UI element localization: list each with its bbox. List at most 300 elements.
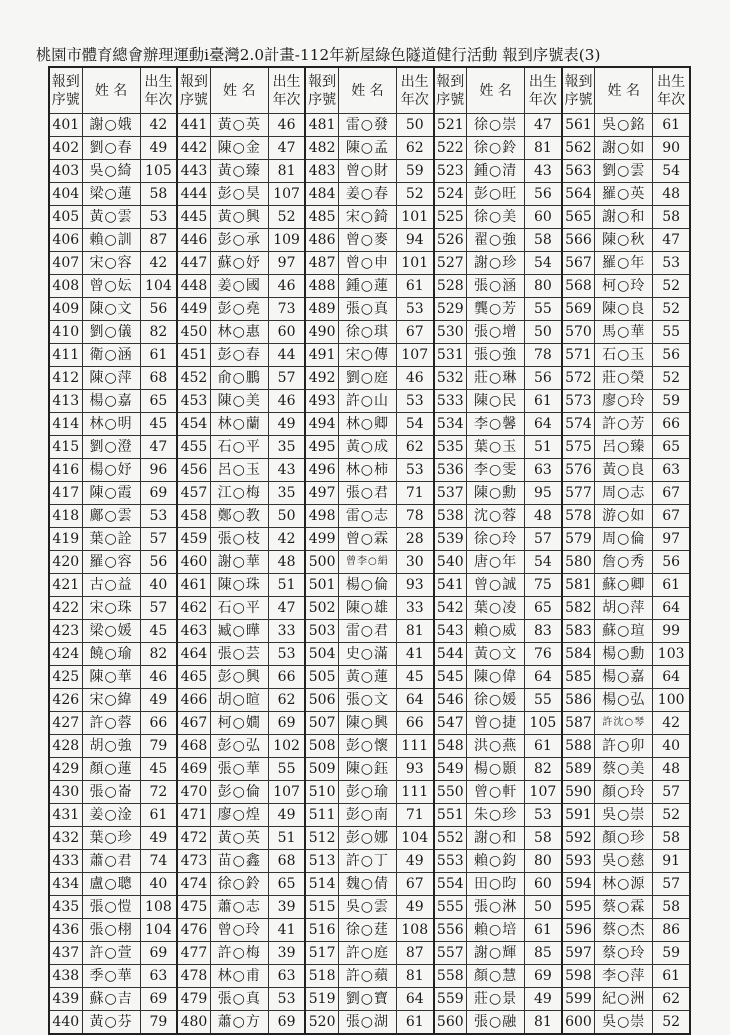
entry-name: 田○昀 [467, 873, 525, 896]
table-row [49, 988, 690, 1011]
entry-birth-year: 67 [396, 321, 433, 344]
entry-birth-year: 48 [653, 758, 690, 781]
entry-birth-year: 52 [653, 1011, 690, 1035]
entry-number: 563 [562, 160, 595, 183]
entry-birth-year: 46 [396, 367, 433, 390]
entry-number: 478 [177, 965, 210, 988]
entry-birth-year: 68 [268, 850, 305, 873]
entry-name: 蔡○杰 [595, 919, 653, 942]
entry-name: 陳○萍 [82, 367, 140, 390]
entry-number: 494 [305, 413, 338, 436]
entry-birth-year: 101 [396, 252, 433, 275]
entry-birth-year: 56 [653, 551, 690, 574]
entry-number: 412 [49, 367, 82, 390]
entry-number: 461 [177, 574, 210, 597]
entry-number: 473 [177, 850, 210, 873]
entry-name: 林○甫 [210, 965, 268, 988]
entry-name: 衛○涵 [82, 344, 140, 367]
entry-name: 彭○昊 [210, 183, 268, 206]
entry-name: 季○華 [82, 965, 140, 988]
entry-name: 賴○鈞 [467, 850, 525, 873]
entry-birth-year: 54 [525, 551, 562, 574]
entry-birth-year: 64 [525, 413, 562, 436]
header-birth-year: 出生 年次 [268, 67, 305, 114]
entry-name: 黃○英 [210, 114, 268, 137]
entry-name: 林○明 [82, 413, 140, 436]
entry-birth-year: 104 [396, 827, 433, 850]
entry-number: 409 [49, 298, 82, 321]
entry-birth-year: 35 [268, 482, 305, 505]
entry-number: 596 [562, 919, 595, 942]
entry-number: 562 [562, 137, 595, 160]
entry-birth-year: 59 [396, 160, 433, 183]
entry-number: 442 [177, 137, 210, 160]
entry-birth-year: 61 [396, 1011, 433, 1035]
entry-birth-year: 72 [140, 781, 177, 804]
entry-birth-year: 56 [140, 551, 177, 574]
table-row [49, 551, 690, 574]
entry-name: 雷○君 [338, 620, 396, 643]
entry-name: 楊○嘉 [82, 390, 140, 413]
entry-name: 顏○珍 [595, 827, 653, 850]
entry-name: 許○蘋 [338, 965, 396, 988]
header-number: 報到 序號 [434, 67, 467, 114]
entry-number: 472 [177, 827, 210, 850]
entry-birth-year: 57 [268, 367, 305, 390]
entry-number: 523 [434, 160, 467, 183]
entry-name: 彭○春 [210, 344, 268, 367]
entry-birth-year: 42 [140, 252, 177, 275]
entry-birth-year: 44 [268, 344, 305, 367]
entry-name: 黃○蓮 [338, 666, 396, 689]
entry-number: 443 [177, 160, 210, 183]
entry-number: 499 [305, 528, 338, 551]
entry-birth-year: 58 [140, 183, 177, 206]
entry-birth-year: 63 [653, 459, 690, 482]
entry-number: 599 [562, 988, 595, 1011]
entry-name: 楊○妤 [82, 459, 140, 482]
entry-birth-year: 71 [396, 482, 433, 505]
entry-birth-year: 81 [268, 160, 305, 183]
entry-name: 黃○英 [210, 827, 268, 850]
entry-name: 姜○淦 [82, 804, 140, 827]
entry-number: 501 [305, 574, 338, 597]
entry-birth-year: 60 [525, 873, 562, 896]
entry-name: 張○芸 [210, 643, 268, 666]
entry-birth-year: 93 [396, 758, 433, 781]
table-row [49, 827, 690, 850]
table-row [49, 390, 690, 413]
table-row [49, 482, 690, 505]
entry-name: 蕭○方 [210, 1011, 268, 1035]
entry-name: 吳○綺 [82, 160, 140, 183]
entry-number: 504 [305, 643, 338, 666]
entry-name: 唐○年 [467, 551, 525, 574]
entry-number: 498 [305, 505, 338, 528]
entry-birth-year: 53 [653, 252, 690, 275]
entry-number: 573 [562, 390, 595, 413]
entry-birth-year: 57 [525, 528, 562, 551]
entry-name: 羅○英 [595, 183, 653, 206]
entry-name: 姜○春 [338, 183, 396, 206]
entry-number: 460 [177, 551, 210, 574]
entry-name: 彭○旺 [467, 183, 525, 206]
entry-name: 柯○玲 [595, 275, 653, 298]
entry-name: 羅○年 [595, 252, 653, 275]
entry-birth-year: 30 [396, 551, 433, 574]
entry-name: 蕭○志 [210, 896, 268, 919]
entry-name: 林○蘭 [210, 413, 268, 436]
entry-number: 515 [305, 896, 338, 919]
entry-name: 李○萍 [595, 965, 653, 988]
table-row [49, 275, 690, 298]
entry-birth-year: 64 [396, 988, 433, 1011]
table-row [49, 298, 690, 321]
entry-birth-year: 40 [140, 574, 177, 597]
entry-name: 林○源 [595, 873, 653, 896]
entry-name: 楊○倫 [338, 574, 396, 597]
entry-name: 徐○崇 [467, 114, 525, 137]
entry-birth-year: 45 [140, 413, 177, 436]
entry-number: 595 [562, 896, 595, 919]
entry-birth-year: 45 [140, 758, 177, 781]
entry-name: 謝○輝 [467, 942, 525, 965]
entry-birth-year: 65 [525, 597, 562, 620]
entry-number: 517 [305, 942, 338, 965]
entry-number: 487 [305, 252, 338, 275]
entry-birth-year: 43 [268, 459, 305, 482]
entry-number: 526 [434, 229, 467, 252]
entry-birth-year: 62 [653, 988, 690, 1011]
entry-number: 555 [434, 896, 467, 919]
entry-name: 柯○嫺 [210, 712, 268, 735]
entry-number: 481 [305, 114, 338, 137]
entry-number: 506 [305, 689, 338, 712]
entry-name: 賴○威 [467, 620, 525, 643]
entry-number: 406 [49, 229, 82, 252]
entry-birth-year: 81 [525, 1011, 562, 1035]
entry-number: 416 [49, 459, 82, 482]
entry-name: 魏○倩 [338, 873, 396, 896]
entry-name: 曾○捷 [467, 712, 525, 735]
entry-number: 505 [305, 666, 338, 689]
entry-name: 陳○鈺 [338, 758, 396, 781]
entry-number: 589 [562, 758, 595, 781]
entry-name: 謝○珍 [467, 252, 525, 275]
entry-number: 553 [434, 850, 467, 873]
entry-number: 488 [305, 275, 338, 298]
entry-number: 566 [562, 229, 595, 252]
entry-name: 吳○慈 [595, 850, 653, 873]
entry-number: 411 [49, 344, 82, 367]
entry-number: 588 [562, 735, 595, 758]
entry-name: 徐○莛 [338, 919, 396, 942]
entry-name: 張○增 [467, 321, 525, 344]
entry-birth-year: 60 [268, 321, 305, 344]
table-row [49, 781, 690, 804]
entry-name: 臧○曄 [210, 620, 268, 643]
entry-name: 胡○強 [82, 735, 140, 758]
entry-birth-year: 61 [653, 965, 690, 988]
entry-number: 582 [562, 597, 595, 620]
entry-name: 賴○培 [467, 919, 525, 942]
entry-number: 489 [305, 298, 338, 321]
table-row [49, 574, 690, 597]
entry-birth-year: 81 [396, 620, 433, 643]
entry-name: 張○崙 [82, 781, 140, 804]
entry-number: 547 [434, 712, 467, 735]
table-row [49, 712, 690, 735]
entry-number: 477 [177, 942, 210, 965]
entry-birth-year: 46 [268, 114, 305, 137]
entry-name: 沈○蓉 [467, 505, 525, 528]
entry-number: 577 [562, 482, 595, 505]
entry-birth-year: 52 [268, 206, 305, 229]
entry-birth-year: 46 [268, 275, 305, 298]
entry-name: 彭○南 [338, 804, 396, 827]
entry-name: 許○芳 [595, 413, 653, 436]
entry-name: 雷○志 [338, 505, 396, 528]
entry-number: 509 [305, 758, 338, 781]
entry-birth-year: 73 [268, 298, 305, 321]
entry-number: 600 [562, 1011, 595, 1035]
header-number: 報到 序號 [177, 67, 210, 114]
entry-name: 劉○儀 [82, 321, 140, 344]
entry-birth-year: 45 [396, 666, 433, 689]
entry-birth-year: 103 [653, 643, 690, 666]
entry-number: 452 [177, 367, 210, 390]
entry-birth-year: 51 [525, 436, 562, 459]
entry-name: 張○真 [338, 298, 396, 321]
entry-number: 503 [305, 620, 338, 643]
entry-birth-year: 52 [653, 298, 690, 321]
entry-name: 徐○鈴 [210, 873, 268, 896]
entry-number: 463 [177, 620, 210, 643]
entry-number: 431 [49, 804, 82, 827]
entry-name: 張○文 [338, 689, 396, 712]
entry-number: 419 [49, 528, 82, 551]
entry-name: 莊○景 [467, 988, 525, 1011]
entry-name: 史○滿 [338, 643, 396, 666]
entry-number: 469 [177, 758, 210, 781]
entry-number: 497 [305, 482, 338, 505]
entry-number: 433 [49, 850, 82, 873]
entry-number: 519 [305, 988, 338, 1011]
header-name: 姓 名 [82, 67, 140, 114]
entry-number: 508 [305, 735, 338, 758]
entry-number: 544 [434, 643, 467, 666]
entry-name: 饒○瑜 [82, 643, 140, 666]
entry-number: 446 [177, 229, 210, 252]
entry-name: 陳○秋 [595, 229, 653, 252]
entry-birth-year: 69 [525, 965, 562, 988]
entry-name: 楊○嘉 [595, 666, 653, 689]
entry-number: 593 [562, 850, 595, 873]
table-row [49, 436, 690, 459]
entry-name: 劉○庭 [338, 367, 396, 390]
entry-number: 441 [177, 114, 210, 137]
entry-birth-year: 65 [653, 436, 690, 459]
entry-number: 495 [305, 436, 338, 459]
entry-number: 492 [305, 367, 338, 390]
entry-number: 418 [49, 505, 82, 528]
entry-name: 林○惠 [210, 321, 268, 344]
entry-birth-year: 53 [268, 988, 305, 1011]
entry-birth-year: 108 [140, 896, 177, 919]
entry-name: 陳○興 [338, 712, 396, 735]
entry-birth-year: 69 [268, 712, 305, 735]
entry-birth-year: 82 [140, 321, 177, 344]
entry-birth-year: 64 [396, 689, 433, 712]
entry-name: 陳○華 [82, 666, 140, 689]
entry-birth-year: 83 [525, 620, 562, 643]
entry-number: 512 [305, 827, 338, 850]
entry-number: 516 [305, 919, 338, 942]
table-row [49, 735, 690, 758]
entry-number: 532 [434, 367, 467, 390]
table-body [49, 114, 690, 1035]
entry-name: 鄺○雲 [82, 505, 140, 528]
entry-number: 402 [49, 137, 82, 160]
entry-number: 543 [434, 620, 467, 643]
entry-birth-year: 66 [396, 712, 433, 735]
table-row [49, 666, 690, 689]
entry-number: 413 [49, 390, 82, 413]
entry-number: 576 [562, 459, 595, 482]
entry-number: 464 [177, 643, 210, 666]
entry-birth-year: 67 [653, 505, 690, 528]
entry-birth-year: 47 [268, 137, 305, 160]
entry-birth-year: 48 [268, 551, 305, 574]
entry-name: 陳○美 [210, 390, 268, 413]
entry-birth-year: 41 [396, 643, 433, 666]
entry-name: 黃○文 [467, 643, 525, 666]
entry-name: 張○融 [467, 1011, 525, 1035]
entry-number: 456 [177, 459, 210, 482]
entry-number: 545 [434, 666, 467, 689]
entry-name: 陳○霞 [82, 482, 140, 505]
entry-name: 陳○珠 [210, 574, 268, 597]
entry-number: 422 [49, 597, 82, 620]
entry-number: 559 [434, 988, 467, 1011]
entry-number: 552 [434, 827, 467, 850]
entry-name: 徐○鈴 [467, 137, 525, 160]
entry-birth-year: 96 [140, 459, 177, 482]
entry-birth-year: 33 [268, 620, 305, 643]
table-row [49, 643, 690, 666]
entry-name: 鍾○蓮 [338, 275, 396, 298]
entry-number: 567 [562, 252, 595, 275]
entry-number: 434 [49, 873, 82, 896]
entry-birth-year: 104 [140, 919, 177, 942]
entry-name: 紀○洲 [595, 988, 653, 1011]
entry-number: 564 [562, 183, 595, 206]
entry-number: 518 [305, 965, 338, 988]
entry-number: 531 [434, 344, 467, 367]
entry-name: 謝○如 [595, 137, 653, 160]
entry-birth-year: 100 [653, 689, 690, 712]
entry-birth-year: 107 [396, 344, 433, 367]
entry-name: 周○倫 [595, 528, 653, 551]
entry-name: 顏○蓮 [82, 758, 140, 781]
entry-number: 490 [305, 321, 338, 344]
entry-number: 542 [434, 597, 467, 620]
table-row [49, 597, 690, 620]
entry-name: 廖○玲 [595, 390, 653, 413]
entry-name: 陳○良 [595, 298, 653, 321]
entry-birth-year: 63 [268, 965, 305, 988]
entry-name: 謝○和 [467, 827, 525, 850]
entry-name: 徐○媛 [467, 689, 525, 712]
entry-number: 438 [49, 965, 82, 988]
entry-name: 俞○鵬 [210, 367, 268, 390]
entry-birth-year: 80 [525, 850, 562, 873]
entry-birth-year: 105 [525, 712, 562, 735]
table-row [49, 758, 690, 781]
entry-name: 葉○珍 [82, 827, 140, 850]
table-row [49, 459, 690, 482]
entry-number: 584 [562, 643, 595, 666]
entry-name: 胡○暄 [210, 689, 268, 712]
entry-birth-year: 54 [525, 252, 562, 275]
entry-number: 484 [305, 183, 338, 206]
entry-name: 劉○寶 [338, 988, 396, 1011]
entry-number: 578 [562, 505, 595, 528]
entry-number: 549 [434, 758, 467, 781]
entry-name: 陳○勳 [467, 482, 525, 505]
entry-number: 586 [562, 689, 595, 712]
entry-number: 401 [49, 114, 82, 137]
entry-name: 張○真 [210, 988, 268, 1011]
table-row [49, 1011, 690, 1035]
entry-birth-year: 95 [525, 482, 562, 505]
header-birth-year: 出生 年次 [140, 67, 177, 114]
entry-birth-year: 49 [268, 413, 305, 436]
entry-number: 529 [434, 298, 467, 321]
entry-number: 522 [434, 137, 467, 160]
entry-number: 429 [49, 758, 82, 781]
entry-name: 曾○玲 [210, 919, 268, 942]
entry-name: 許○山 [338, 390, 396, 413]
table-row [49, 505, 690, 528]
entry-name: 宋○容 [82, 252, 140, 275]
entry-number: 538 [434, 505, 467, 528]
entry-name: 宋○錡 [338, 206, 396, 229]
entry-birth-year: 58 [525, 827, 562, 850]
entry-number: 521 [434, 114, 467, 137]
entry-number: 575 [562, 436, 595, 459]
entry-name: 吳○銘 [595, 114, 653, 137]
entry-name: 苗○鑫 [210, 850, 268, 873]
entry-name: 楊○顥 [467, 758, 525, 781]
entry-birth-year: 75 [525, 574, 562, 597]
entry-number: 598 [562, 965, 595, 988]
entry-name: 宋○傳 [338, 344, 396, 367]
table-row [49, 321, 690, 344]
entry-number: 440 [49, 1011, 82, 1035]
entry-birth-year: 81 [525, 137, 562, 160]
entry-birth-year: 61 [525, 735, 562, 758]
entry-name: 林○柿 [338, 459, 396, 482]
entry-birth-year: 39 [268, 942, 305, 965]
entry-number: 454 [177, 413, 210, 436]
entry-number: 533 [434, 390, 467, 413]
entry-birth-year: 59 [653, 390, 690, 413]
entry-birth-year: 51 [268, 827, 305, 850]
entry-number: 597 [562, 942, 595, 965]
entry-birth-year: 97 [653, 528, 690, 551]
entry-name: 姜○國 [210, 275, 268, 298]
